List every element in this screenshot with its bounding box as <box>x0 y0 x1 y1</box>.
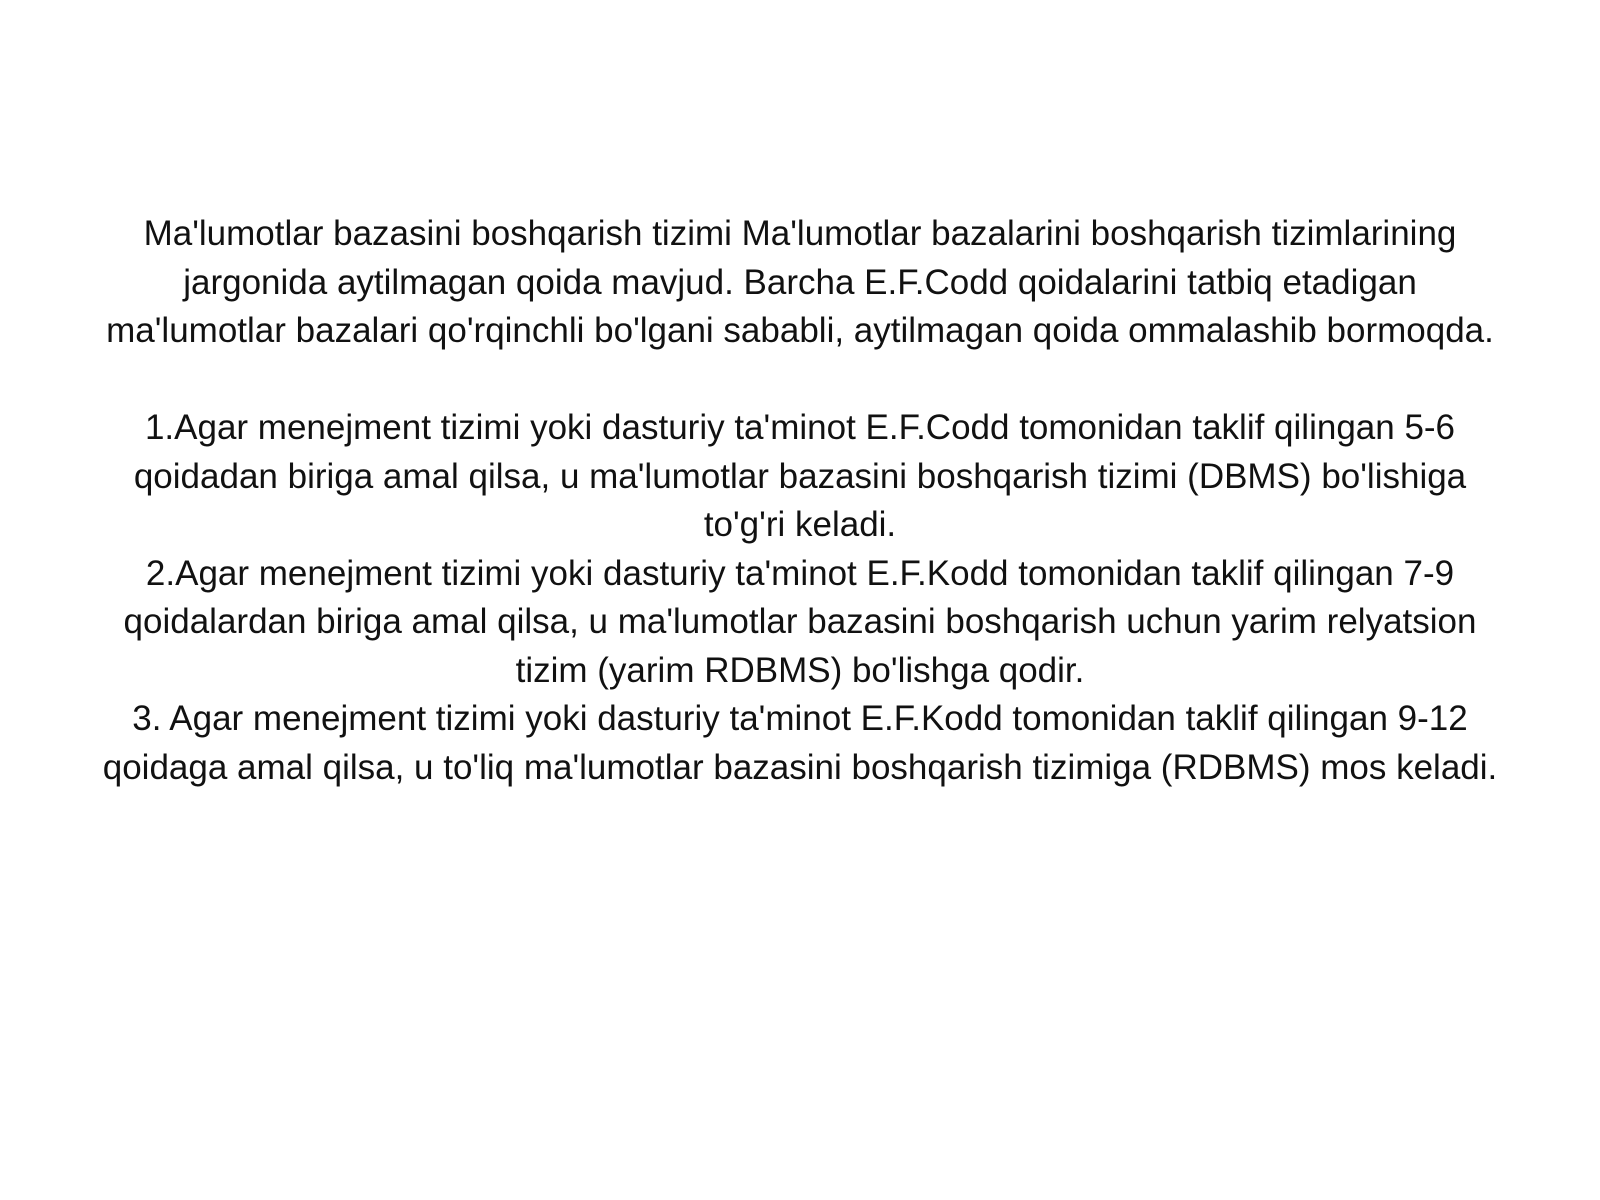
rule-item-3: 3. Agar menejment tizimi yoki dasturiy ta'minot E.F.Kodd tomonidan taklif qilingan 9-12 qoidaga amal qilsa, u to'liq ma'lumotlar bazasini boshqarish tizimiga (RDBMS) mos keladi. <box>102 699 1498 787</box>
paragraph-spacer <box>95 356 1505 405</box>
intro-paragraph: Ma'lumotlar bazasini boshqarish tizimi Ma'lumotlar bazalarini boshqarish tizimlarining jargonida aytilmagan qoida mavjud. Barcha E.F.Codd qoidalarini tatbiq etadigan ma'lumotlar bazalari qo'rqinchli bo'lgani sababli, aytilmagan qoida ommalashib bormoqda. <box>106 214 1494 350</box>
rule-item-1: 1.Agar menejment tizimi yoki dasturiy ta'minot E.F.Codd tomonidan taklif qilingan 5-6 qoidadan biriga amal qilsa, u ma'lumotlar bazasini boshqarish tizimi (DBMS) bo'lishiga to'g'ri keladi. <box>133 408 1467 544</box>
slide-text-block <box>95 210 1505 792</box>
rule-item-2: 2.Agar menejment tizimi yoki dasturiy ta'minot E.F.Kodd tomonidan taklif qilingan 7-9 qoidalardan biriga amal qilsa, u ma'lumotlar bazasini boshqarish uchun yarim relyatsion tizim (yarim RDBMS) bo'lishga qodir. <box>123 553 1477 690</box>
